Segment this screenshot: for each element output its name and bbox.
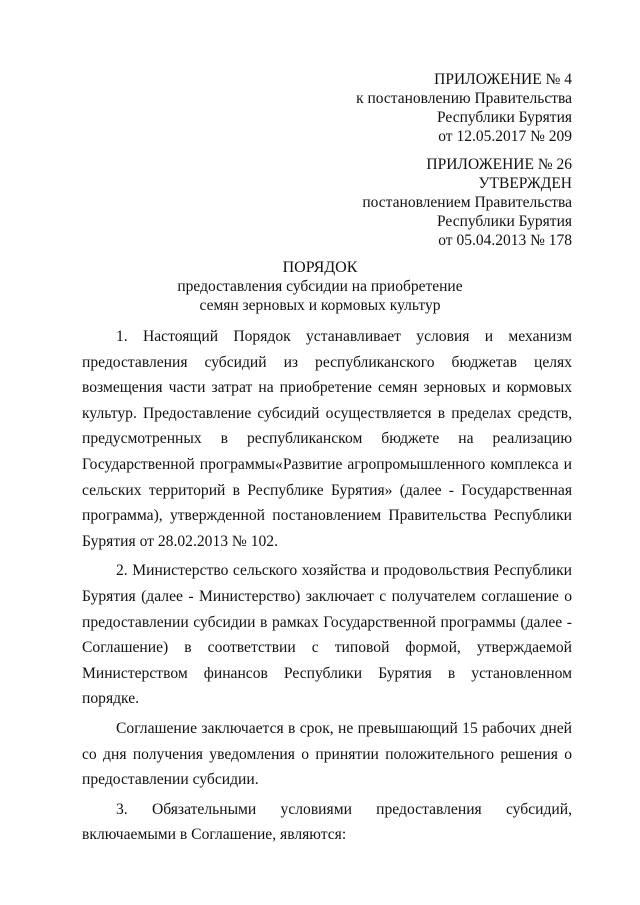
document-title: ПОРЯДОК [282,259,358,276]
document-subtitle-line-2: семян зерновых и кормовых культур [199,297,441,314]
appendix-26-date: от 05.04.2013 № 178 [438,232,572,249]
appendix-4-title: ПРИЛОЖЕНИЕ № 4 [434,71,572,88]
paragraph-3: Соглашение заключается в срок, не превышающий 15 рабочих дней со дня получения уведомления о принятии положительного решения о предоставлении субсидии. [82,719,572,789]
document-subtitle-line-1: предоставления субсидии на приобретение [177,278,463,295]
paragraph-1: 1. Настоящий Порядок устанавливает условия и механизм предоставления субсидий из республиканского бюджетав целях возмещения части затрат на приобретение семян зерновых и кормовых культур. Предоставление субсидий осуществляется в пределах средств, предусмотренных в республиканском бюджете на реализацию Государственной программы«Развитие агропромышленного комплекса и сельских территорий в Республике Бурятия» (далее - Государственная программа), утвержденной постановлением Правительства Республики Бурятия от 28.02.2013 № 102. [82,328,572,550]
appendix-26-title: ПРИЛОЖЕНИЕ № 26 [426,156,572,173]
appendix-4-header [356,70,572,146]
appendix-26-region: Республики Бурятия [437,213,572,230]
appendix-26-ref-line: постановлением Правительства [362,194,572,211]
appendix-4-region: Республики Бурятия [437,109,572,126]
document-title-block [0,258,640,315]
document-body [82,324,572,852]
appendix-4-date: от 12.05.2017 № 209 [438,128,572,145]
appendix-4-ref-line: к постановлению Правительства [356,90,572,107]
paragraph-2: 2. Министерство сельского хозяйства и продовольствия Республики Бурятия (далее - Министерство) заключает с получателем соглашение о предоставлении субсидии в рамках Государственной программы (далее - Соглашение) в соответствии с типовой формой, утверждаемой Министерством финансов Республики Бурятия в установленном порядке. [82,562,572,708]
appendix-26-header [362,155,572,250]
paragraph-4: 3. Обязательными условиями предоставления субсидий, включаемыми в Соглашение, являются: [82,800,572,844]
approved-label: УТВЕРЖДЕН [478,175,572,192]
